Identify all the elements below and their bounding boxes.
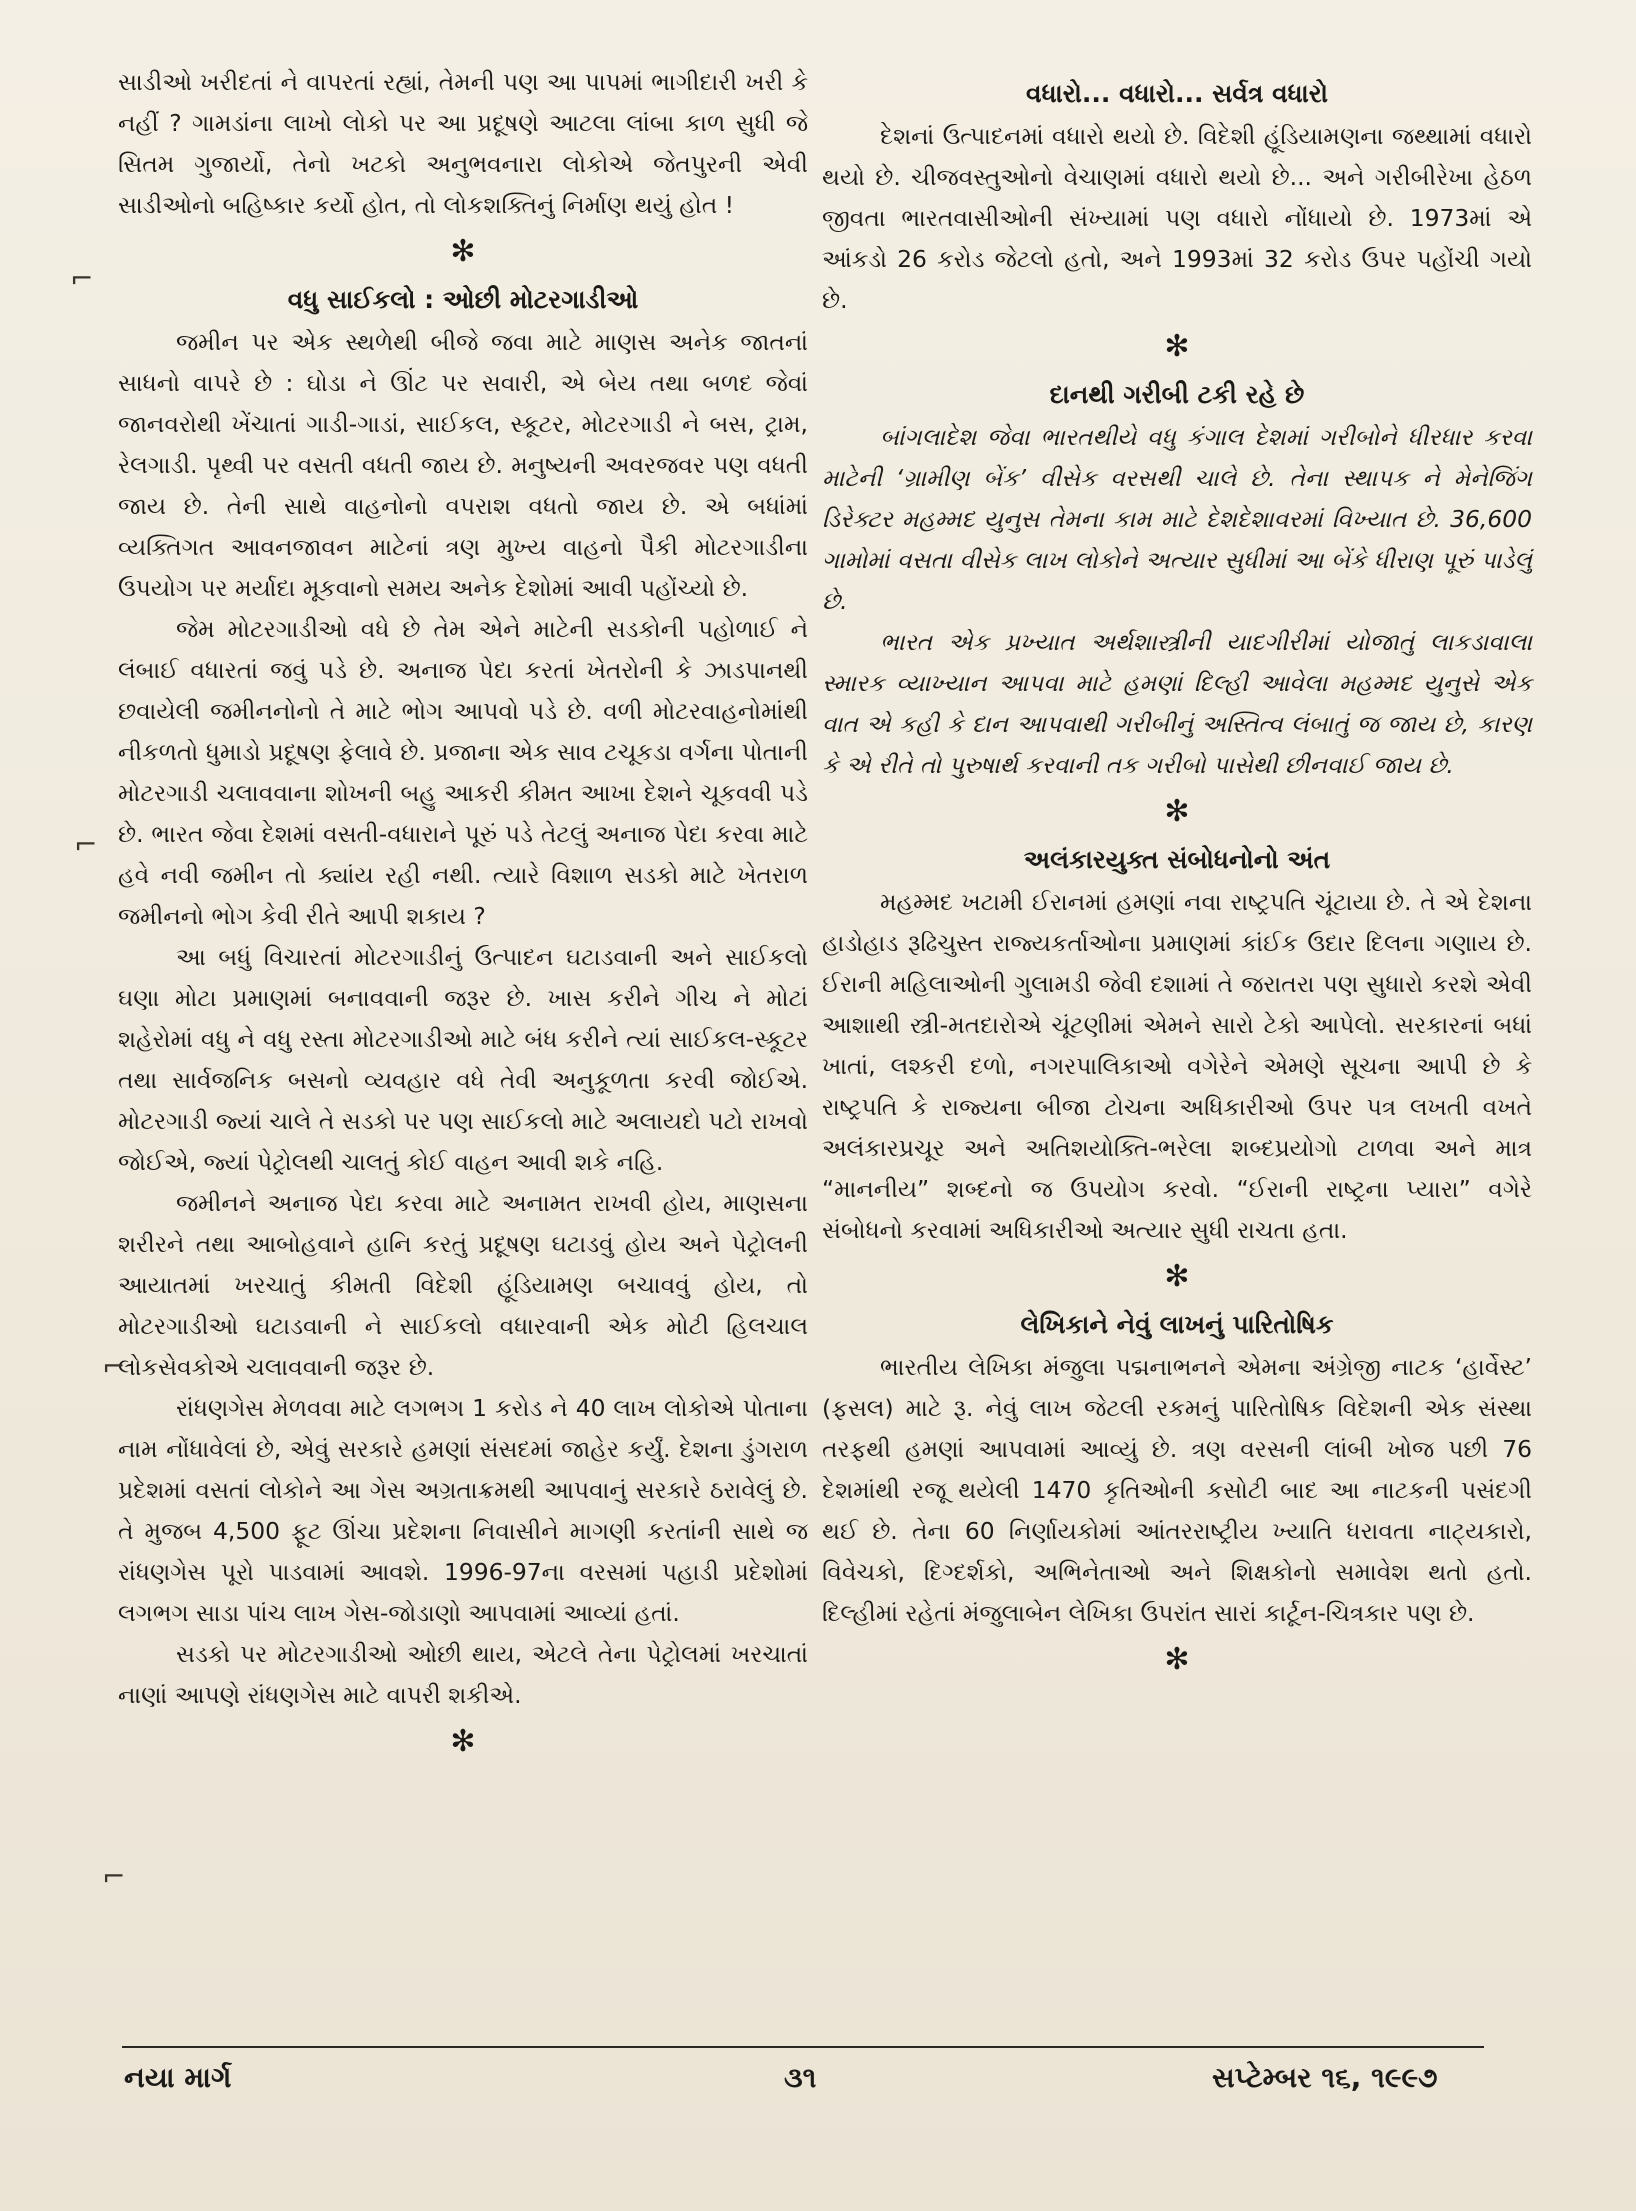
article-paragraph: ભારતીય લેખિકા મંજુલા પદ્મનાભનને એમના અંગ્રેજી નાટક ‘હાર્વેસ્ટ’ (ફસલ) માટે રૂ. નેવું લાખ જેટલી રકમનું પારિતોષિક વિદેશની એક સંસ્થા તરફથી હમણાં આપવામાં આવ્યું છે. ત્રણ વરસની લાંબી ખોજ પછી 76 દેશમાંથી રજૂ થયેલી 1470 કૃતિઓની કસોટી બાદ આ નાટકની પસંદગી થઈ છે. તેના 60 નિર્ણાયકોમાં આંતરરાષ્ટ્રીય ખ્યાતિ ધરાવતા નાટ્યકારો, વિવેચકો, દિગ્દર્શકો, અભિનેતાઓ અને શિક્ષકોનો સમાવેશ થતો હતો. દિલ્હીમાં રહેતાં મંજુલાબેન લેખિકા ઉપરાંત સારાં કાર્ટૂન-ચિત્રકાર પણ છે. — [822, 1353, 1532, 1627]
page-number: ૩૧ — [784, 2061, 817, 2094]
article-title: વધુ સાઈકલો : ઓછી મોટરગાડીઓ — [287, 285, 639, 314]
binding-hole-mark: ⌐ — [102, 1350, 126, 1383]
publication-name: નયા માર્ગ — [124, 2061, 232, 2094]
article-title: દાનથી ગરીબી ટકી રહે છે — [1049, 380, 1305, 409]
article-paragraph: જમીનને અનાજ પેદા કરવા માટે અનામત રાખવી હોય, માણસના શરીરને તથા આબોહવાને હાનિ કરતું પ્રદૂષણ ઘટાડવું હોય અને પેટ્રોલની આયાતમાં ખરચાતું કીમતી વિદેશી હૂંડિયામણ બચાવવું હોય, તો મોટરગાડીઓ ઘટાડવાની ને સાઈકલો વધારવાની એક મોટી હિલચાલ લોકસેવકોએ ચલાવવાની જરૂર છે. — [118, 1189, 808, 1381]
italic-article-body — [822, 417, 1532, 786]
article-paragraph: ભારત એક પ્રખ્યાત અર્થશાસ્ત્રીની યાદગીરીમાં યોજાતું લાકડાવાલા સ્મારક વ્યાખ્યાન આપવા માટે હમણાં દિલ્હી આવેલા મહમ્મદ યુનુસે એક વાત એ કહી કે દાન આપવાથી ગરીબીનું અસ્તિત્વ લંબાતું જ જાય છે, કારણ કે એ રીતે તો પુરુષાર્થ કરવાની તક ગરીબો પાસેથી છીનવાઈ જાય છે. — [822, 628, 1532, 779]
intro-paragraph: સાડીઓ ખરીદતાં ને વાપરતાં રહ્યાં, તેમની પણ આ પાપમાં ભાગીદારી ખરી કે નહીં ? ગામડાંના લાખો લોકો પર આ પ્રદૂષણે આટલા લાંબા કાળ સુધી જે સિતમ ગુજાર્યો, તેનો ખટકો અનુભવનારા લોકોએ જેતપુરની એવી સાડીઓનો બહિષ્કાર કર્યો હોત, તો લોકશક્તિનું નિર્માણ થયું હોત ! — [118, 68, 808, 219]
article-title: વધારો... વધારો... સર્વત્ર વધારો — [1026, 79, 1328, 108]
footer-divider — [122, 2046, 1484, 2048]
article-title: અલંકારયુક્ત સંબોધનોનો અંત — [1023, 845, 1331, 874]
binding-hole-mark: ⌐ — [74, 828, 98, 861]
section-separator: ✻ — [450, 1724, 476, 1759]
article-paragraph: આ બધું વિચારતાં મોટરગાડીનું ઉત્પાદન ઘટાડવાની અને સાઈકલો ઘણા મોટા પ્રમાણમાં બનાવવાની જરૂર છે. ખાસ કરીને ગીચ ને મોટાં શહેરોમાં વધુ ને વધુ રસ્તા મોટરગાડીઓ માટે બંધ કરીને ત્યાં સાઈકલ-સ્કૂટર તથા સાર્વજનિક બસનો વ્યવહાર વધે તેવી અનુકૂળતા કરવી જોઈએ. મોટરગાડી જ્યાં ચાલે તે સડકો પર પણ સાઈકલો માટે અલાયદો પટો રાખવો જોઈએ, જ્યાં પેટ્રોલથી ચાલતું કોઈ વાહન આવી શકે નહિ. — [118, 943, 808, 1176]
section-separator: ✻ — [450, 234, 476, 269]
article-paragraph: મહમ્મદ ખટામી ઈરાનમાં હમણાં નવા રાષ્ટ્રપતિ ચૂંટાયા છે. તે એ દેશના હાડોહાડ રૂઢિચુસ્ત રાજ્યકર્તાઓના પ્રમાણમાં કાંઈક ઉદાર દિલના ગણાય છે. ઈરાની મહિલાઓની ગુલામડી જેવી દશામાં તે જરાતરા પણ સુધારો કરશે એવી આશાથી સ્ત્રી-મતદારોએ ચૂંટણીમાં એમને સારો ટેકો આપેલો. સરકારનાં બધાં ખાતાં, લશ્કરી દળો, નગરપાલિકાઓ વગેરેને એમણે સૂચના આપી છે કે રાષ્ટ્રપતિ કે રાજ્યના બીજા ટોચના અધિકારીઓ ઉપર પત્ર લખતી વખતે અલંકારપ્રચૂર અને અતિશયોક્તિ-ભરેલા શબ્દપ્રયોગો ટાળવા અને માત્ર “માનનીય” શબ્દનો જ ઉપયોગ કરવો. “ઈરાની રાષ્ટ્રના પ્યારા” વગેરે સંબોધનો કરવામાં અધિકારીઓ અત્યાર સુધી રાચતા હતા. — [822, 888, 1532, 1244]
binding-hole-mark: ⌐ — [70, 262, 94, 295]
right-column — [822, 72, 1532, 1686]
issue-date: સપ્ટેમ્બર ૧૬, ૧૯૯૭ — [1212, 2061, 1438, 2094]
article-paragraph: બાંગલાદેશ જેવા ભારતથીયે વધુ કંગાલ દેશમાં ગરીબોને ધીરધાર કરવા માટેની ‘ગ્રામીણ બેંક’ વીસેક વરસથી ચાલે છે. તેના સ્થાપક ને મેનેજિંગ ડિરેક્ટર મહમ્મદ યુનુસ તેમના કામ માટે દેશદેશાવરમાં વિખ્યાત છે. 36,600 ગામોમાં વસતા વીસેક લાખ લોકોને અત્યાર સુધીમાં આ બેંકે ધીરાણ પૂરું પાડેલું છે. — [822, 423, 1532, 615]
article-paragraph: જેમ મોટરગાડીઓ વધે છે તેમ એને માટેની સડકોની પહોળાઈ ને લંબાઈ વધારતાં જવું પડે છે. અનાજ પેદા કરતાં ખેતરોની કે ઝાડપાનથી છવાયેલી જમીનનોનો તે માટે ભોગ આપવો પડે છે. વળી મોટરવાહનોમાંથી નીકળતો ધુમાડો પ્રદૂષણ ફેલાવે છે. પ્રજાના એક સાવ ટચૂકડા વર્ગના પોતાની મોટરગાડી ચલાવવાના શોખની બહુ આકરી કીમત આખા દેશને ચૂકવવી પડે છે. ભારત જેવા દેશમાં વસતી-વધારાને પૂરું પડે તેટલું અનાજ પેદા કરવા માટે હવે નવી જમીન તો ક્યાંય રહી નથી. ત્યારે વિશાળ સડકો માટે ખેતરાળ જમીનનો ભોગ કેવી રીતે આપી શકાય ? — [118, 615, 808, 930]
section-separator: ✻ — [1164, 794, 1190, 829]
binding-hole-mark: ⌐ — [102, 1860, 126, 1893]
left-column — [118, 62, 808, 1768]
article-paragraph: રાંધણગેસ મેળવવા માટે લગભગ 1 કરોડ ને 40 લાખ લોકોએ પોતાના નામ નોંધાવેલાં છે, એવું સરકારે હમણાં સંસદમાં જાહેર કર્યું. દેશના ડુંગરાળ પ્રદેશમાં વસતાં લોકોને આ ગેસ અગ્રતાક્રમથી આપવાનું સરકારે ઠરાવેલું છે. તે મુજબ 4,500 ફૂટ ઊંચા પ્રદેશના નિવાસીને માગણી કરતાંની સાથે જ રાંધણગેસ પૂરો પાડવામાં આવશે. 1996-97ના વરસમાં પહાડી પ્રદેશોમાં લગભગ સાડા પાંચ લાખ ગેસ-જોડાણો આપવામાં આવ્યાં હતાં. — [118, 1394, 808, 1627]
article-title: લેખિકાને નેવું લાખનું પારિતોષિક — [1020, 1310, 1334, 1339]
section-separator: ✻ — [1164, 329, 1190, 364]
article-paragraph: જમીન પર એક સ્થળેથી બીજે જવા માટે માણસ અનેક જાતનાં સાધનો વાપરે છે : ઘોડા ને ઊંટ પર સવારી, એ બેય તથા બળદ જેવાં જાનવરોથી ખેંચાતાં ગાડી-ગાડાં, સાઈકલ, સ્કૂટર, મોટરગાડી ને બસ, ટ્રામ, રેલગાડી. પૃથ્વી પર વસતી વધતી જાય છે. મનુષ્યની અવરજવર પણ વધતી જાય છે. તેની સાથે વાહનોનો વપરાશ વધતો જાય છે. એ બધાંમાં વ્યક્તિગત આવનજાવન માટેનાં ત્રણ મુખ્ય વાહનો પૈકી મોટરગાડીના ઉપયોગ પર મર્યાદા મૂકવાનો સમય અનેક દેશોમાં આવી પહોંચ્યો છે. — [118, 328, 808, 602]
article-paragraph: દેશનાં ઉત્પાદનમાં વધારો થયો છે. વિદેશી હૂંડિયામણના જથ્થામાં વધારો થયો છે. ચીજવસ્તુઓનો વેચાણમાં વધારો થયો છે... અને ગરીબીરેખા હેઠળ જીવતા ભારતવાસીઓની સંખ્યામાં પણ વધારો નોંધાયો છે. 1973માં એ આંકડો 26 કરોડ જેટલો હતો, અને 1993માં 32 કરોડ ઉપર પહોંચી ગયો છે. — [822, 122, 1532, 314]
section-separator: ✻ — [1164, 1642, 1190, 1677]
article-paragraph: સડકો પર મોટરગાડીઓ ઓછી થાય, એટલે તેના પેટ્રોલમાં ખરચાતાં નાણાં આપણે રાંધણગેસ માટે વાપરી શકીએ. — [118, 1640, 808, 1709]
section-separator: ✻ — [1164, 1259, 1190, 1294]
